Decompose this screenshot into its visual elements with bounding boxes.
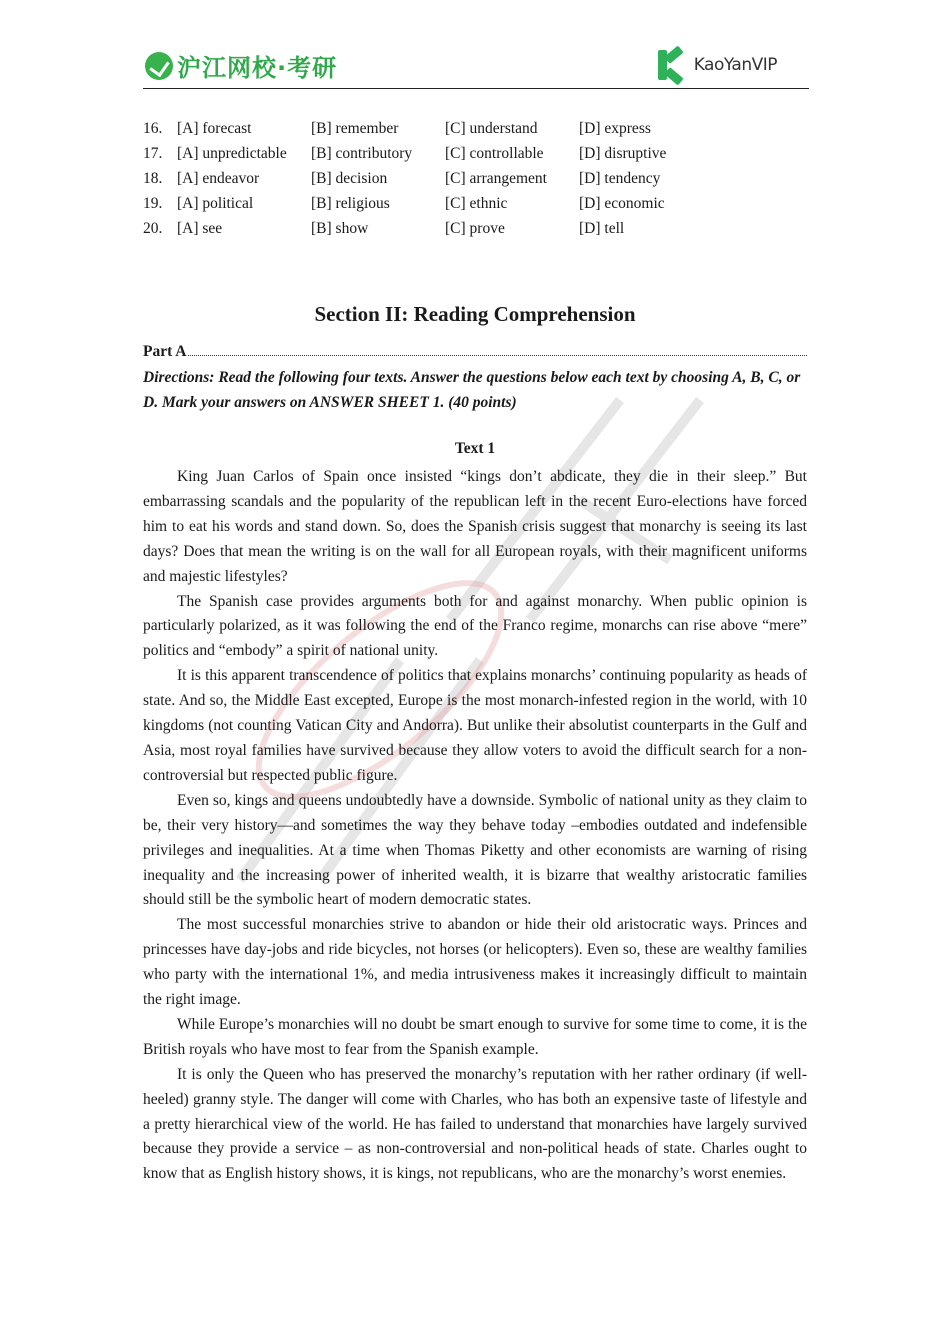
option-row bbox=[143, 191, 699, 216]
option-a: [A] see bbox=[177, 220, 223, 237]
dotted-leader bbox=[188, 341, 807, 356]
option-d: [D] tell bbox=[579, 220, 625, 237]
part-label: Part A bbox=[143, 343, 187, 360]
question-number: 18. bbox=[143, 170, 163, 187]
text-title: Text 1 bbox=[454, 440, 496, 457]
passage-body bbox=[143, 465, 807, 1187]
question-number: 16. bbox=[143, 120, 163, 137]
kaoyanvip-logo-text: KaoYanVIP bbox=[693, 55, 777, 75]
option-row bbox=[143, 216, 699, 241]
option-d: [D] disruptive bbox=[579, 145, 667, 162]
part-label-line bbox=[143, 341, 807, 361]
option-d: [D] economic bbox=[579, 195, 665, 212]
page-header bbox=[143, 44, 809, 89]
hujiang-logo-text: 沪江网校·考研 bbox=[177, 54, 338, 82]
paragraph: It is only the Queen who has preserved the monarchy’s reputation with her rather ordinary (if well-heeled) granny style. The danger will come with Charles, who has both an expensive taste of lifestyle and a pretty hierarchical view of the world. He has failed to understand that monarchies have largely survived because they provide a service – as non-controversial and non-political heads of state. Charles ought to know that as English history shows, it is kings, not republicans, who are the monarchy’s worst enemies. bbox=[143, 1065, 807, 1183]
kaoyanvip-logo bbox=[658, 50, 777, 80]
option-c: [C] controllable bbox=[445, 145, 544, 162]
section-title: Section II: Reading Comprehension bbox=[314, 302, 636, 326]
option-b: [B] contributory bbox=[311, 145, 413, 162]
option-a: [A] forecast bbox=[177, 120, 252, 137]
question-number: 19. bbox=[143, 195, 163, 212]
paragraph: King Juan Carlos of Spain once insisted “kings don’t abdicate, they die in their sleep.” But embarrassing scandals and the popularity of the republican left in the recent Euro-elections have forced him to eat his words and stand down. So, does the Spanish crisis suggest that monarchy is seeing its last days? Does that mean the writing is on the wall for all European royals, with their magnificent uniforms and majestic lifestyles? bbox=[143, 468, 807, 585]
paragraph: Even so, kings and queens undoubtedly have a downside. Symbolic of national unity as they claim to be, their very history—and sometimes the way they behave today –embodies outdated and indefensible privileges and inequalities. At a time when Thomas Piketty and other economists are warning of rising inequality and the increasing power of inherited wealth, it is bizarre that wealthy aristocratic families should still be the symbolic heart of modern democratic states. bbox=[143, 791, 807, 909]
option-row bbox=[143, 141, 699, 166]
option-b: [B] remember bbox=[311, 120, 399, 137]
option-d: [D] tendency bbox=[579, 170, 661, 187]
hujiang-logo bbox=[145, 48, 337, 83]
option-b: [B] decision bbox=[311, 170, 388, 187]
answer-options-table bbox=[143, 116, 699, 241]
option-c: [C] prove bbox=[445, 220, 505, 237]
paragraph: It is this apparent transcendence of politics that explains monarchs’ continuing popularity as heads of state. And so, the Middle East excepted, Europe is the most monarch-infested region in the world, with 10 kingdoms (not counting Vatican City and Andorra). But unlike their absolutist counterparts in the Gulf and Asia, most royal families have survived because they allow voters to avoid the difficult search for a non-controversial but respected public figure. bbox=[143, 667, 807, 784]
option-b: [B] show bbox=[311, 220, 369, 237]
paragraph: While Europe’s monarchies will no doubt be smart enough to survive for some time to come, it is the British royals who have most to fear from the Spanish example. bbox=[143, 1015, 807, 1058]
option-c: [C] ethnic bbox=[445, 195, 508, 212]
directions-text: Directions: Read the following four texts. Answer the questions below each text by choosing A, B, C, or D. Mark your answers on ANSWER SHEET 1. (40 points) bbox=[143, 369, 801, 411]
question-number: 17. bbox=[143, 145, 163, 162]
option-c: [C] understand bbox=[445, 120, 538, 137]
option-row bbox=[143, 116, 699, 141]
option-b: [B] religious bbox=[311, 195, 390, 212]
option-row bbox=[143, 166, 699, 191]
option-c: [C] arrangement bbox=[445, 170, 547, 187]
paragraph: The Spanish case provides arguments both for and against monarchy. When public opinion is particularly polarized, as it was following the end of the Franco regime, monarchs can rise above “mere” politics and “embody” a spirit of national unity. bbox=[143, 592, 807, 660]
option-a: [A] unpredictable bbox=[177, 145, 287, 162]
question-number: 20. bbox=[143, 220, 163, 237]
paragraph: The most successful monarchies strive to abandon or hide their old aristocratic ways. Princes and princesses have day-jobs and ride bicycles, not horses (or helicopters). Even so, these are wealthy families who party with the international 1%, and media intrusiveness makes it increasingly difficult to maintain the right image. bbox=[143, 916, 807, 1009]
option-a: [A] endeavor bbox=[177, 170, 260, 187]
option-d: [D] express bbox=[579, 120, 651, 137]
option-a: [A] political bbox=[177, 195, 254, 212]
leaf-icon bbox=[145, 52, 173, 80]
k-logo-icon bbox=[658, 50, 688, 80]
